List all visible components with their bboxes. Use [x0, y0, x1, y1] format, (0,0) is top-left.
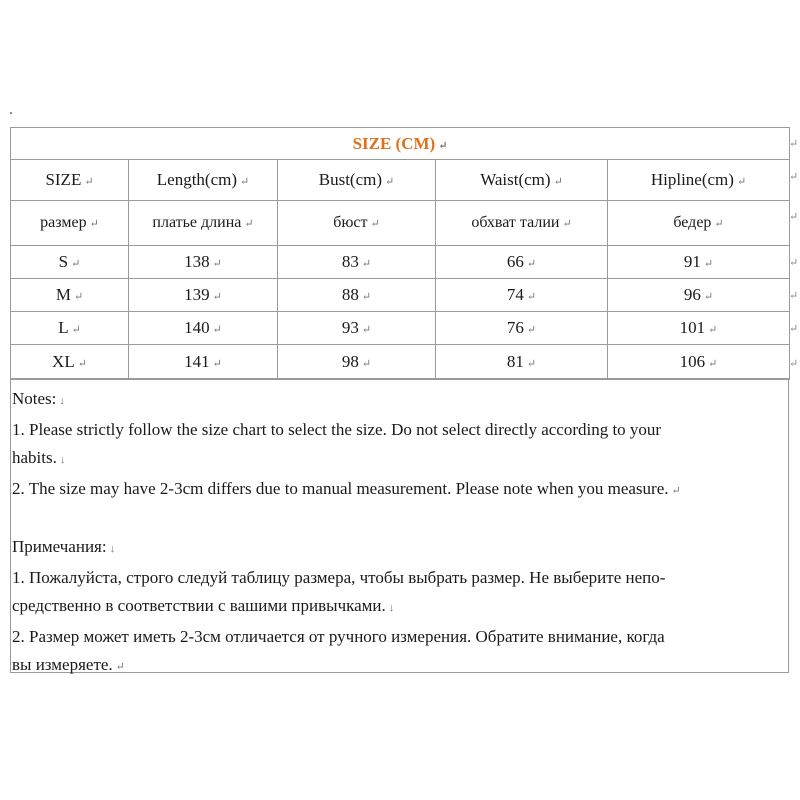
cell-length: 141 ↵	[129, 345, 278, 380]
cell-hipline: 101 ↵	[608, 312, 790, 345]
cell-waist: 76 ↵	[436, 312, 608, 345]
cell-bust: 88 ↵	[278, 279, 436, 312]
row-end-mark: ↵	[789, 290, 799, 302]
row-end-mark: ↵	[789, 257, 799, 269]
row-end-mark: ↵	[789, 358, 799, 370]
notes-heading-en: Notes: ↓	[12, 389, 65, 408]
cell-waist: 66 ↵	[436, 246, 608, 279]
cell-bust: 83 ↵	[278, 246, 436, 279]
cell-size: M ↵	[11, 279, 129, 312]
notes-box	[10, 378, 789, 673]
table-title-row	[11, 128, 790, 160]
notes-ru-line: 1. Пожалуйста, строго следуй таблицу размера, чтобы выбрать размер. Не выберите непо-	[12, 567, 666, 587]
cell-length: 139 ↵	[129, 279, 278, 312]
cell-waist: 81 ↵	[436, 345, 608, 380]
notes-ru-line: вы измеряете. ↵	[12, 655, 125, 674]
cell-length: 140 ↵	[129, 312, 278, 345]
table-row	[11, 345, 790, 380]
cell-hipline: 91 ↵	[608, 246, 790, 279]
header-length-ru: платье длина ↵	[129, 201, 278, 246]
notes-ru-line: средственно в соответствии с вашими привычками. ↓	[12, 596, 395, 615]
cell-hipline: 106 ↵	[608, 345, 790, 380]
row-end-mark: ↵	[789, 211, 799, 223]
row-end-marks	[789, 0, 800, 800]
cell-size: XL ↵	[11, 345, 129, 380]
header-length: Length(cm) ↵	[129, 160, 278, 201]
cell-hipline: 96 ↵	[608, 279, 790, 312]
cell-waist: 74 ↵	[436, 279, 608, 312]
table-title: SIZE (CM) ↵	[11, 128, 790, 160]
stray-dot	[10, 112, 12, 114]
cell-length: 138 ↵	[129, 246, 278, 279]
header-hipline: Hipline(cm) ↵	[608, 160, 790, 201]
notes-en-line: habits. ↓	[12, 448, 66, 467]
header-waist-ru: обхват талии ↵	[436, 201, 608, 246]
header-bust-ru: бюст ↵	[278, 201, 436, 246]
header-waist: Waist(cm) ↵	[436, 160, 608, 201]
notes-heading-ru: Примечания: ↓	[12, 537, 116, 556]
header-row-ru	[11, 201, 790, 246]
table-row	[11, 312, 790, 345]
row-end-mark: ↵	[789, 138, 799, 150]
cell-bust: 98 ↵	[278, 345, 436, 380]
header-row-en	[11, 160, 790, 201]
row-end-mark: ↵	[789, 323, 799, 335]
header-size-ru: размер ↵	[11, 201, 129, 246]
header-bust: Bust(cm) ↵	[278, 160, 436, 201]
table-row	[11, 279, 790, 312]
notes-en-line: 2. The size may have 2-3cm differs due to manual measurement. Please note when you measure. ↵	[12, 478, 681, 498]
row-end-mark: ↵	[789, 171, 799, 183]
notes-en-line: 1. Please strictly follow the size chart to select the size. Do not select directly according to your	[12, 419, 662, 439]
notes-ru-line: 2. Размер может иметь 2-3см отличается от ручного измерения. Обратите внимание, когда	[12, 626, 665, 646]
cell-size: S ↵	[11, 246, 129, 279]
spacer	[12, 505, 788, 533]
cell-size: L ↵	[11, 312, 129, 345]
table-row	[11, 246, 790, 279]
cell-bust: 93 ↵	[278, 312, 436, 345]
size-chart-table	[10, 127, 790, 380]
header-size: SIZE ↵	[11, 160, 129, 201]
header-hipline-ru: бедер ↵	[608, 201, 790, 246]
